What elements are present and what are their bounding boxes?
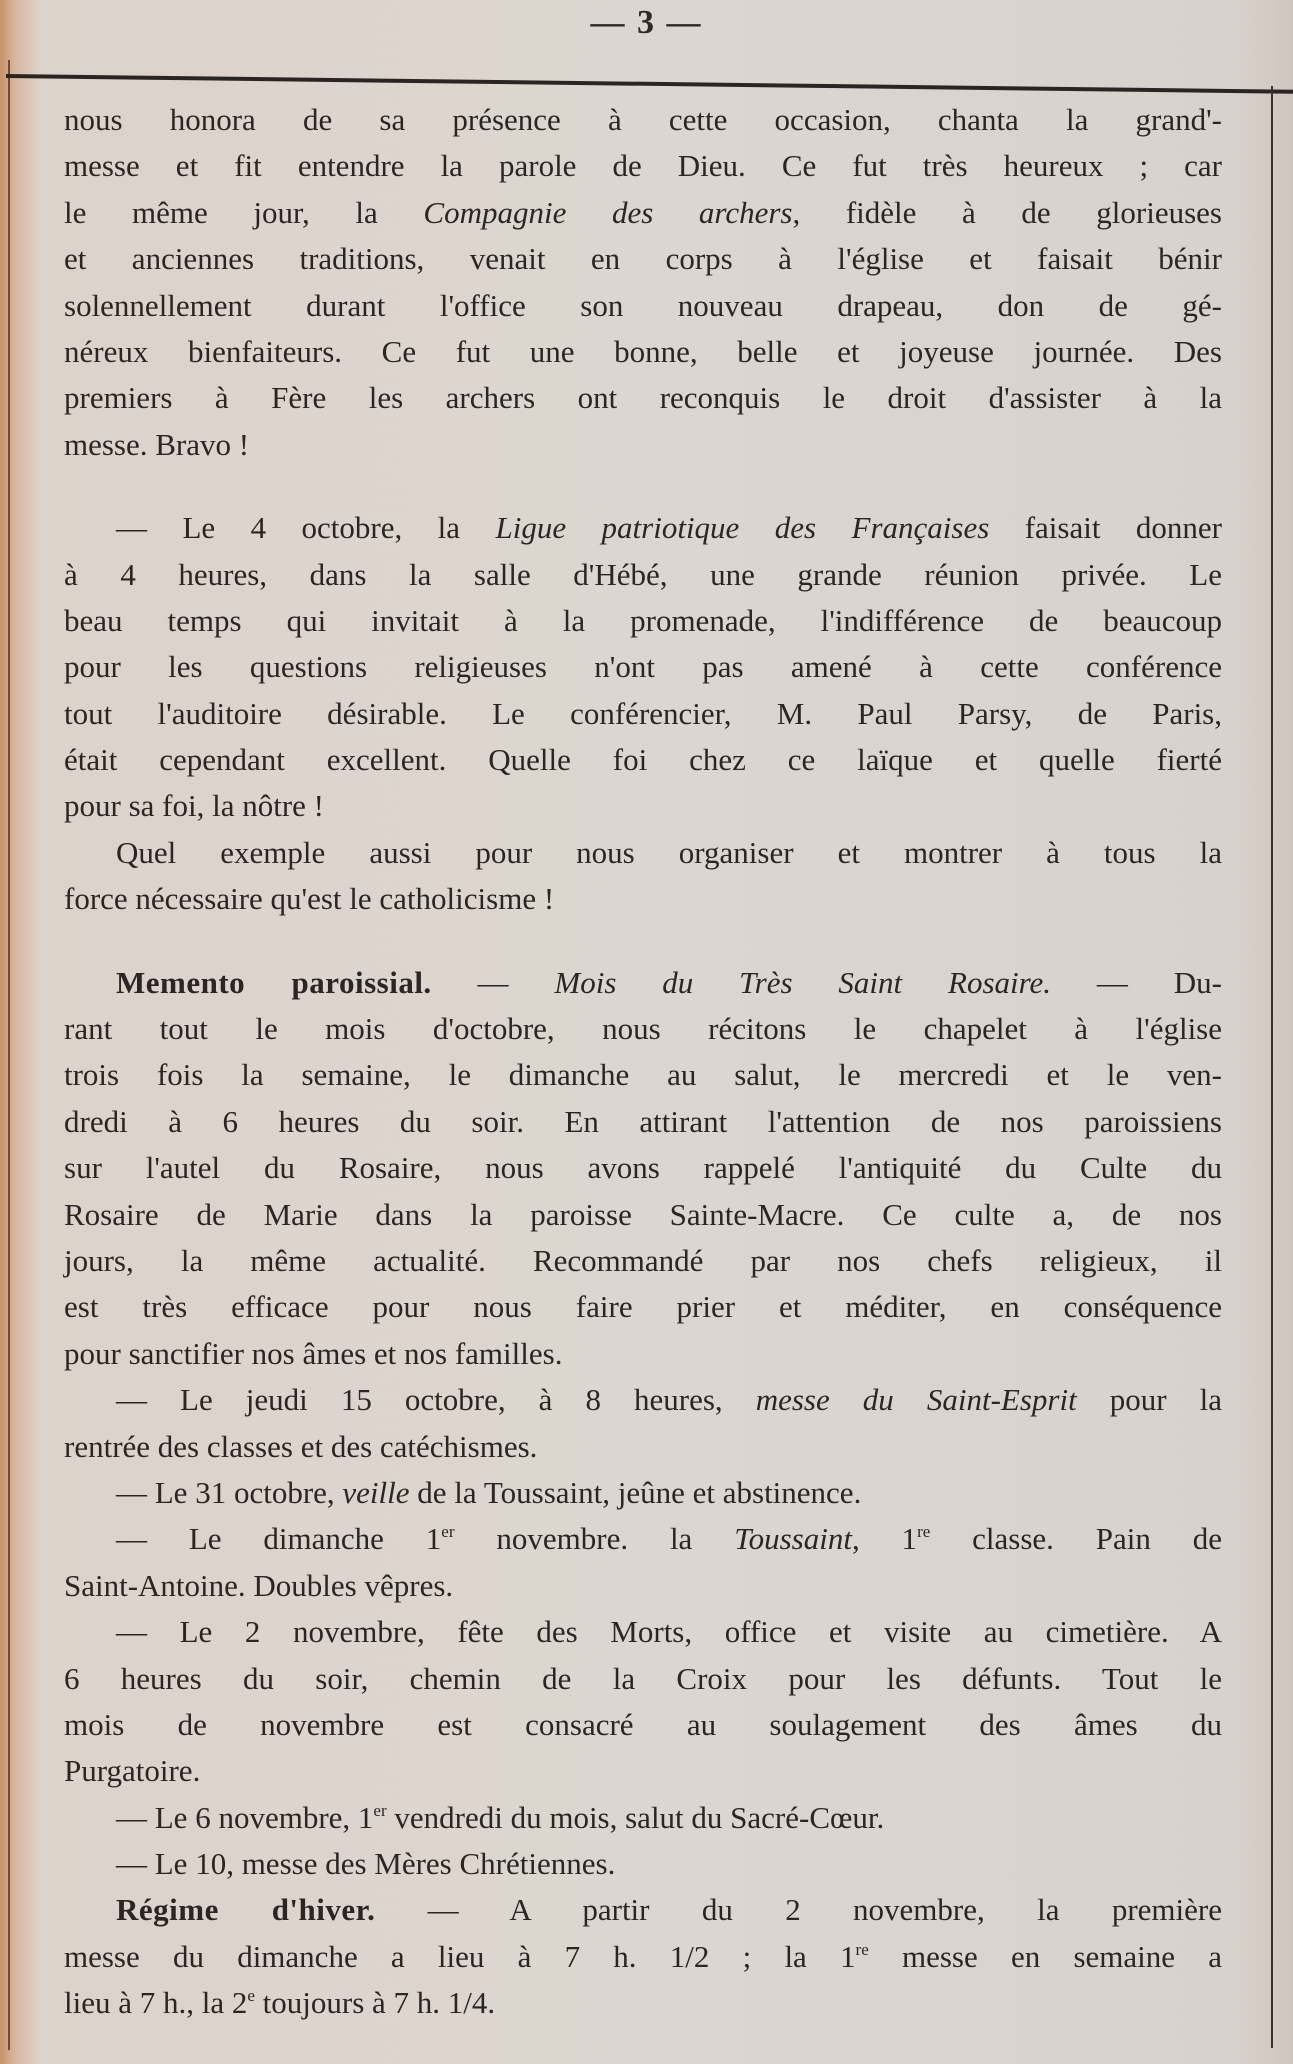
text-segment: — Le 6 novembre, 1 — [116, 1799, 374, 1835]
ordinal-superscript: e — [247, 1986, 255, 2006]
text-segment: — Le 4 octobre, la — [116, 510, 496, 546]
text-segment: de la Toussaint, jeûne et abstinence. — [409, 1474, 862, 1510]
text-line — [64, 1192, 1222, 1238]
text-line — [64, 236, 1222, 282]
italic-text: Toussaint — [734, 1521, 852, 1557]
text-segment: jours, la même actualité. Recommandé par nos chefs religieux, il — [64, 1242, 1222, 1278]
text-line — [64, 644, 1222, 690]
text-line — [64, 422, 1222, 468]
text-segment: novembre. la — [454, 1521, 735, 1557]
text-line — [64, 1656, 1222, 1702]
text-line — [64, 1934, 1222, 1980]
text-segment: — Du- — [1051, 964, 1222, 1000]
text-segment: et anciennes traditions, venait en corps à l'église et faisait bénir — [64, 241, 1222, 277]
text-segment: le même jour, la — [64, 194, 424, 230]
text-segment: était cependant excellent. Quelle foi chez ce laïque et quelle fierté — [64, 742, 1222, 778]
text-segment: messe. Bravo ! — [64, 426, 250, 462]
text-line — [64, 1238, 1222, 1284]
text-segment: dredi à 6 heures du soir. En attirant l'attention de nos paroissiens — [64, 1103, 1222, 1139]
text-line — [64, 190, 1222, 236]
text-segment: — Le jeudi 15 octobre, à 8 heures, — [116, 1382, 756, 1418]
text-segment: — Le 31 octobre, — [116, 1474, 343, 1510]
text-segment: pour les questions religieuses n'ont pas amené à cette conférence — [64, 649, 1222, 685]
text-segment: premiers à Fère les archers ont reconquis le droit d'assister à la — [64, 380, 1222, 416]
text-segment: trois fois la semaine, le dimanche au salut, le mercredi et le ven- — [64, 1057, 1222, 1093]
paragraph — [64, 97, 1222, 468]
text-segment: pour sanctifier nos âmes et nos familles. — [64, 1335, 563, 1371]
text-segment: — Le dimanche 1 — [116, 1521, 442, 1557]
text-line — [64, 691, 1222, 737]
text-segment: messe du dimanche a lieu à 7 h. 1/2 ; la 1 — [64, 1938, 856, 1974]
text-segment: mois de novembre est consacré au soulagement des âmes du — [64, 1706, 1222, 1742]
text-segment: , fidèle à de glorieuses — [792, 194, 1222, 230]
text-segment: — Le 2 novembre, fête des Morts, office et visite au cimetière. A — [116, 1614, 1222, 1650]
text-line — [64, 143, 1222, 189]
text-line — [64, 329, 1222, 375]
article-body — [64, 97, 1222, 2064]
text-segment: rant tout le mois d'octobre, nous récitons le chapelet à l'église — [64, 1011, 1222, 1047]
section-heading: Régime d'hiver. — [116, 1892, 376, 1928]
text-segment: messe et fit entendre la parole de Dieu. Ce fut très heureux ; car — [64, 148, 1222, 184]
text-line — [64, 960, 1222, 1006]
text-segment: solennellement durant l'office son nouveau drapeau, don de gé- — [64, 287, 1222, 323]
text-segment: sur l'autel du Rosaire, nous avons rappelé l'antiquité du Culte du — [64, 1150, 1222, 1186]
paragraph — [64, 1887, 1222, 2026]
text-segment: — Le 10, messe des Mères Chrétiennes. — [116, 1846, 616, 1882]
text-line — [64, 1748, 1222, 1794]
paragraph — [64, 505, 1222, 830]
text-line — [64, 1145, 1222, 1191]
text-line — [64, 1980, 1222, 2026]
text-segment: — A partir du 2 novembre, la première — [375, 1892, 1222, 1928]
text-line — [64, 1006, 1222, 1052]
text-line — [64, 97, 1222, 143]
text-line — [64, 830, 1222, 876]
text-line — [64, 1795, 1222, 1841]
text-segment: beau temps qui invitait à la promenade, l'indifférence de beaucoup — [64, 602, 1222, 638]
text-line — [64, 1424, 1222, 1470]
text-line — [64, 1702, 1222, 1748]
page-number: — 3 — — [590, 4, 703, 41]
text-line — [64, 1099, 1222, 1145]
ordinal-superscript: re — [917, 1522, 931, 1542]
ordinal-superscript: er — [441, 1522, 455, 1542]
text-line — [64, 375, 1222, 421]
text-segment: rentrée des classes et des catéchismes. — [64, 1428, 538, 1464]
italic-text: Mois du Très Saint Rosaire. — [554, 964, 1052, 1000]
text-line — [64, 876, 1222, 922]
text-line — [64, 283, 1222, 329]
text-segment: à 4 heures, dans la salle d'Hébé, une grande réunion privée. Le — [64, 556, 1222, 592]
text-segment: Quel exemple aussi pour nous organiser et montrer à tous la — [116, 834, 1222, 870]
text-segment: Saint-Antoine. Doubles vêpres. — [64, 1567, 454, 1603]
text-segment: 6 heures du soir, chemin de la Croix pour les défunts. Tout le — [64, 1660, 1222, 1696]
text-segment: lieu à 7 h., la 2 — [64, 1985, 248, 2021]
text-line — [64, 1609, 1222, 1655]
text-line — [64, 598, 1222, 644]
text-segment: faisait donner — [989, 510, 1222, 546]
section-heading: Memento paroissial. — [116, 964, 432, 1000]
text-segment: toujours à 7 h. 1/4. — [254, 1985, 496, 2021]
italic-text: Ligue patriotique des Françaises — [495, 510, 990, 546]
text-line — [64, 1516, 1222, 1562]
text-segment: est très efficace pour nous faire prier et méditer, en conséquence — [64, 1289, 1222, 1325]
text-segment: pour sa foi, la nôtre ! — [64, 788, 324, 824]
text-segment: , 1 — [851, 1521, 918, 1557]
text-line — [64, 505, 1222, 551]
text-segment: messe en semaine a — [868, 1938, 1222, 1974]
text-segment: Rosaire de Marie dans la paroisse Sainte-Macre. Ce culte a, de nos — [64, 1196, 1222, 1232]
ordinal-superscript: re — [855, 1939, 869, 1959]
italic-text: veille — [342, 1474, 410, 1510]
text-line — [64, 783, 1222, 829]
text-line — [64, 1052, 1222, 1098]
text-segment: pour la — [1076, 1382, 1222, 1418]
column-rule — [1271, 86, 1273, 2048]
text-segment: vendredi du mois, salut du Sacré-Cœur. — [386, 1799, 885, 1835]
text-segment: Purgatoire. — [64, 1753, 201, 1789]
text-line — [64, 1887, 1222, 1933]
page-left-edge — [8, 60, 10, 2050]
text-line — [64, 552, 1222, 598]
header-rule — [6, 74, 1293, 94]
paragraph — [64, 960, 1222, 1888]
text-segment: tout l'auditoire désirable. Le conférencier, M. Paul Parsy, de Paris, — [64, 695, 1222, 731]
text-segment: nous honora de sa présence à cette occasion, chanta la grand'- — [64, 102, 1222, 137]
italic-text: Compagnie des archers — [423, 194, 793, 230]
text-segment: néreux bienfaiteurs. Ce fut une bonne, belle et joyeuse journée. Des — [64, 333, 1222, 369]
text-line — [64, 1284, 1222, 1330]
text-segment: — — [431, 964, 555, 1000]
paragraph — [64, 830, 1222, 923]
italic-text: messe du Saint-Esprit — [755, 1382, 1077, 1418]
text-segment: classe. Pain de — [930, 1521, 1223, 1557]
ordinal-superscript: er — [373, 1800, 387, 1820]
text-line — [64, 1841, 1222, 1887]
text-line — [64, 1331, 1222, 1377]
text-line — [64, 737, 1222, 783]
text-line — [64, 1377, 1222, 1423]
text-line — [64, 1563, 1222, 1609]
text-segment: force nécessaire qu'est le catholicisme ! — [64, 881, 555, 917]
text-line — [64, 1470, 1222, 1516]
